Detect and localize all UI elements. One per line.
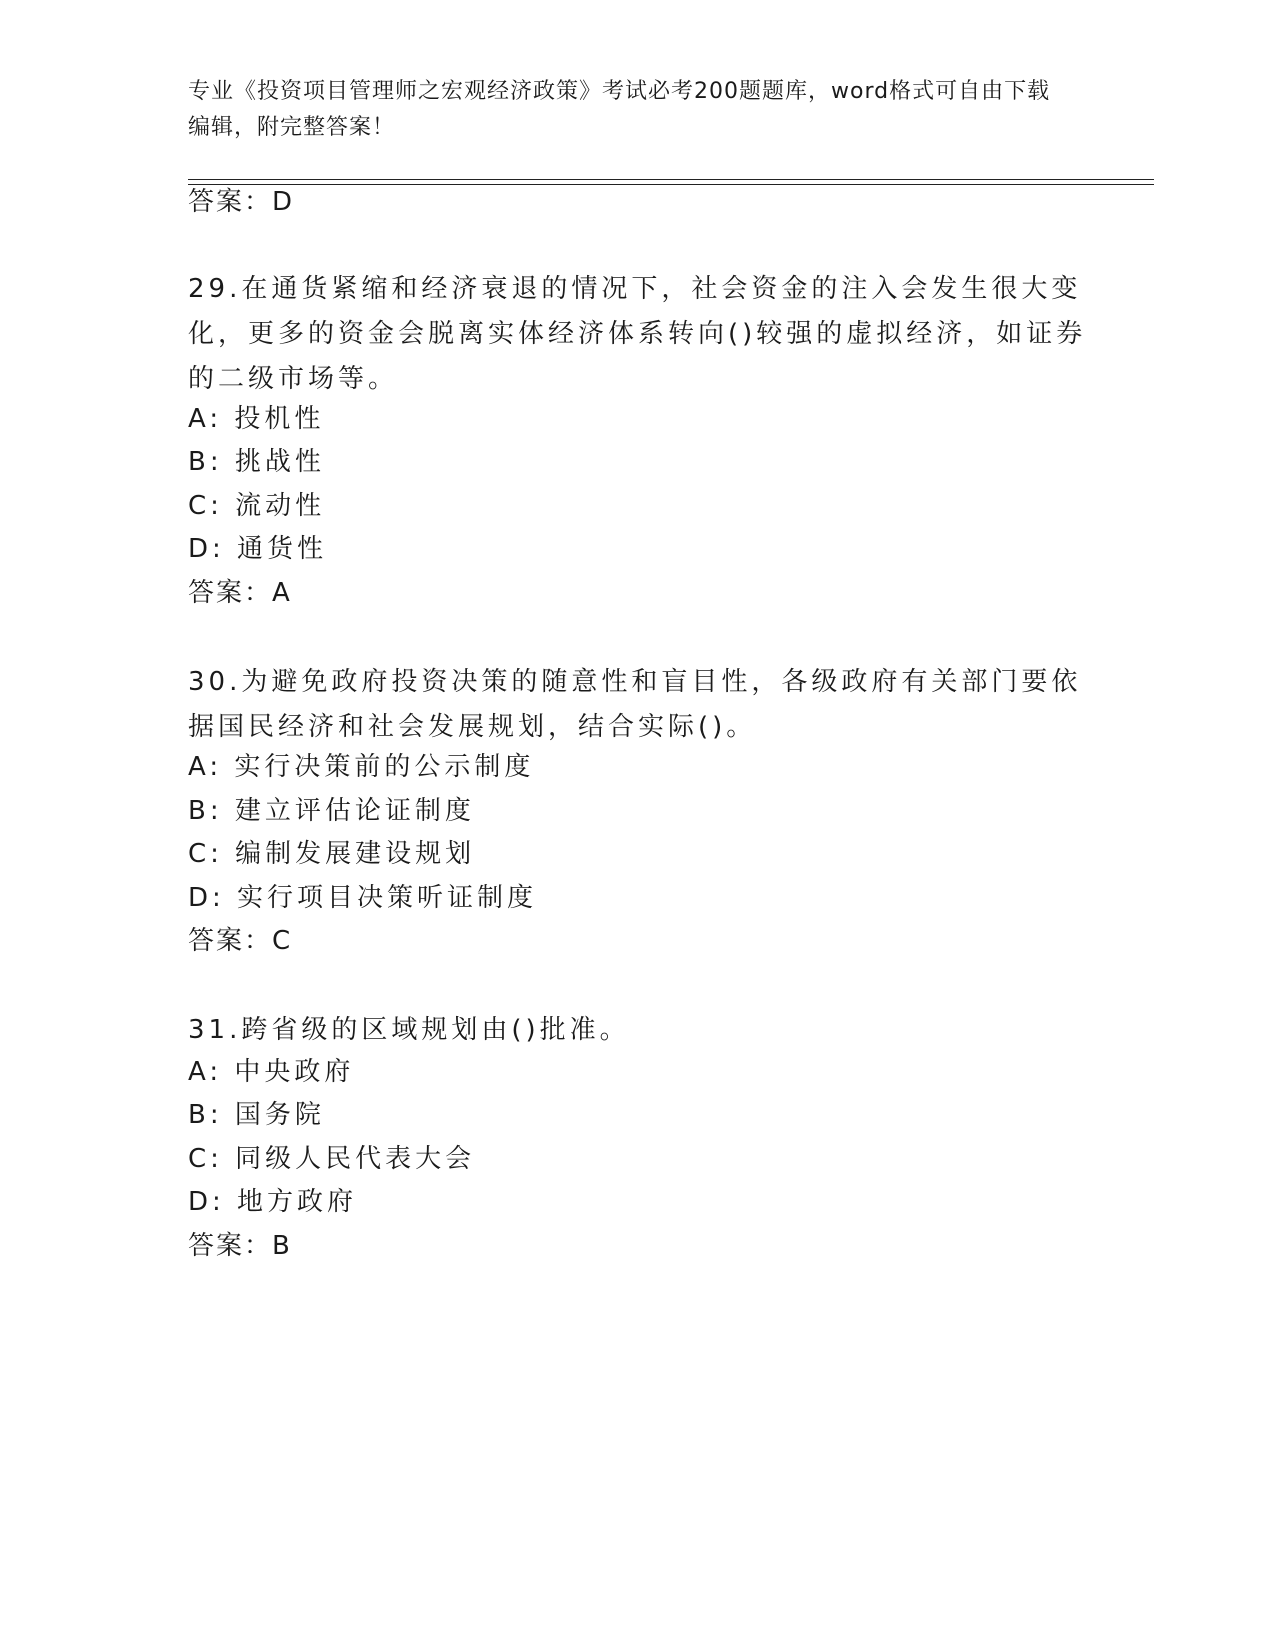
question-29-option-b: B: 挑战性 [188,447,325,477]
question-31-option-a: A: 中央政府 [188,1057,355,1087]
question-30-option-b: B: 建立评估论证制度 [188,796,475,826]
question-31-option-b: B: 国务院 [188,1100,325,1130]
question-29-answer: 答案：A [188,578,292,608]
question-29-option-c: C: 流动性 [188,491,326,521]
question-29-option-a: A: 投机性 [188,404,325,434]
question-30-answer: 答案：C [188,926,293,956]
header-divider-top [188,179,1154,180]
previous-answer: 答案：D [188,187,295,217]
question-30-option-a: A: 实行决策前的公示制度 [188,752,535,782]
question-29-option-d: D: 通货性 [188,534,328,564]
question-31-option-d: D: 地方政府 [188,1187,358,1217]
question-29: 29.在通货紧缩和经济衰退的情况下，社会资金的注入会发生很大变化，更多的资金会脱离实体经济体系转向()较强的虚拟经济，如证券的二级市场等。 [188,274,1087,394]
question-30: 30.为避免政府投资决策的随意性和盲目性，各级政府有关部门要依据国民经济和社会发展规划，结合实际()。 [188,667,1082,742]
page-header: 专业《投资项目管理师之宏观经济政策》考试必考200题题库，word格式可自由下载编辑，附完整答案！ [188,79,1051,140]
question-31: 31.跨省级的区域规划由()批准。 [188,1015,630,1045]
question-31-answer: 答案：B [188,1231,292,1261]
question-30-option-c: C: 编制发展建设规划 [188,839,476,869]
header-divider-bottom [188,184,1154,185]
question-31-option-c: C: 同级人民代表大会 [188,1144,476,1174]
question-30-option-d: D: 实行项目决策听证制度 [188,883,538,913]
